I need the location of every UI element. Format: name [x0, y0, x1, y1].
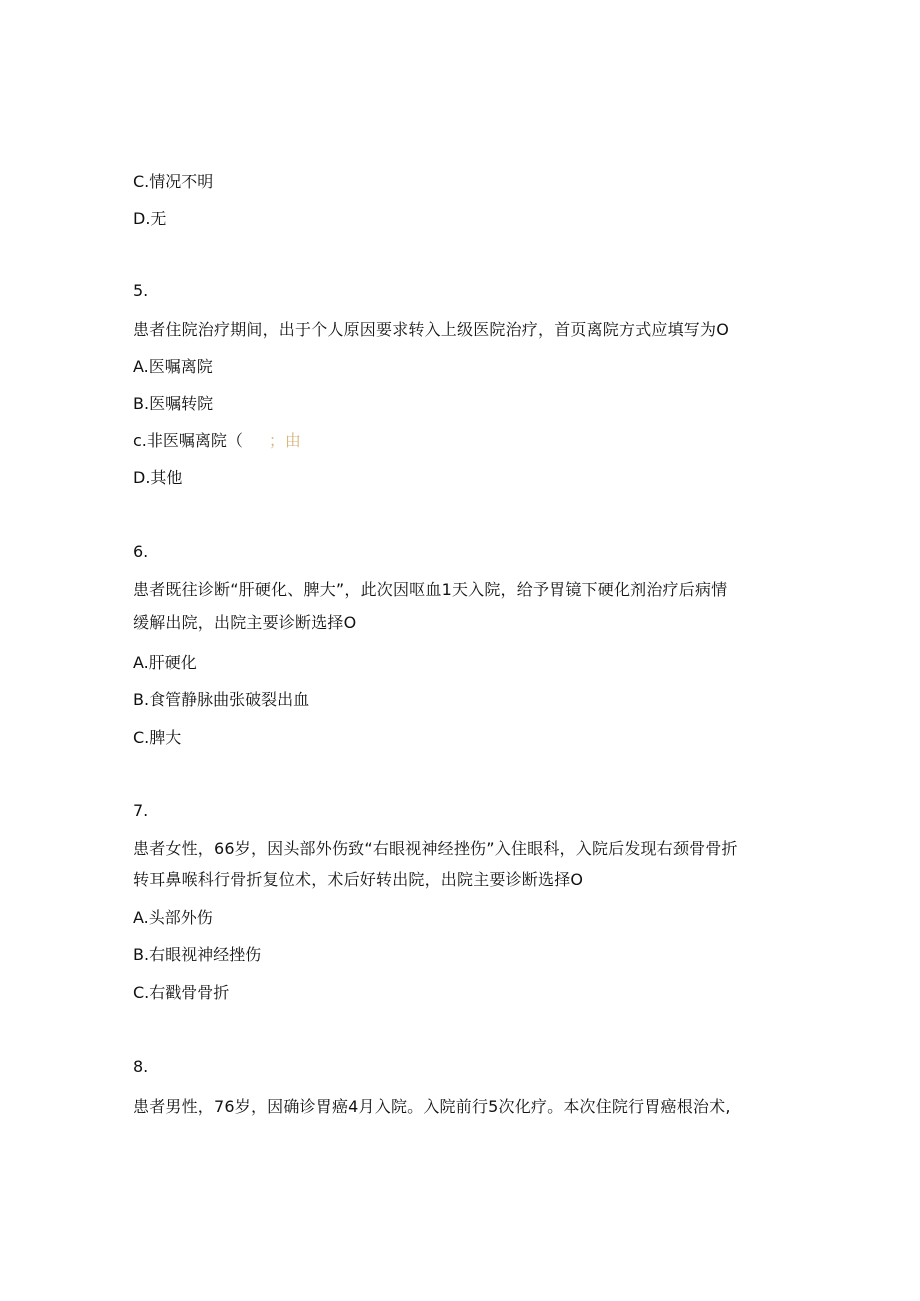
question-5-stem: 患者住院治疗期间，出于个人原因要求转入上级医院治疗，首页离院方式应填写为O [133, 320, 729, 339]
option-d-carryover: D.无 [133, 209, 167, 228]
question-6-option-c: C.脾大 [133, 728, 182, 747]
question-6-option-b: B.食管静脉曲张破裂出血 [133, 690, 310, 709]
question-8-stem-line-1: 患者男性，76岁，因确诊胃癌4月入院。入院前行5次化疗。本次住院行胃癌根治术, [133, 1097, 731, 1116]
question-5-option-c-text: c.非医嘱离院（ [133, 431, 243, 450]
question-7-stem-line-1: 患者女性，66岁，因头部外伤致“右眼视神经挫伤”入住眼科，入院后发现右颈骨骨折 [133, 839, 738, 858]
question-5-option-c [133, 431, 301, 451]
question-6-option-a: A.肝硬化 [133, 653, 197, 672]
question-5-option-b: B.医嘱转院 [133, 394, 214, 413]
question-5-number: 5. [133, 281, 149, 300]
option-c-carryover: C.情况不明 [133, 172, 214, 191]
question-7-option-a: A.头部外伤 [133, 908, 213, 927]
question-8-number: 8. [133, 1057, 149, 1076]
faint-mark: ；由 [268, 431, 301, 450]
question-7-option-c: C.右戳骨骨折 [133, 983, 230, 1002]
question-6-stem-line-2: 缓解出院，出院主要诊断选择O [133, 613, 357, 632]
question-6-number: 6. [133, 542, 149, 561]
question-5-option-a: A.医嘱离院 [133, 357, 213, 376]
question-7-option-b: B.右眼视神经挫伤 [133, 945, 262, 964]
question-7-number: 7. [133, 801, 149, 820]
question-5-option-d: D.其他 [133, 468, 183, 487]
question-6-stem-line-1: 患者既往诊断“肝硬化、脾大”，此次因呕血1天入院，给予胃镜下硬化剂治疗后病情 [133, 580, 728, 599]
question-7-stem-line-2: 转耳鼻喉科行骨折复位术，术后好转出院，出院主要诊断选择O [133, 870, 584, 889]
